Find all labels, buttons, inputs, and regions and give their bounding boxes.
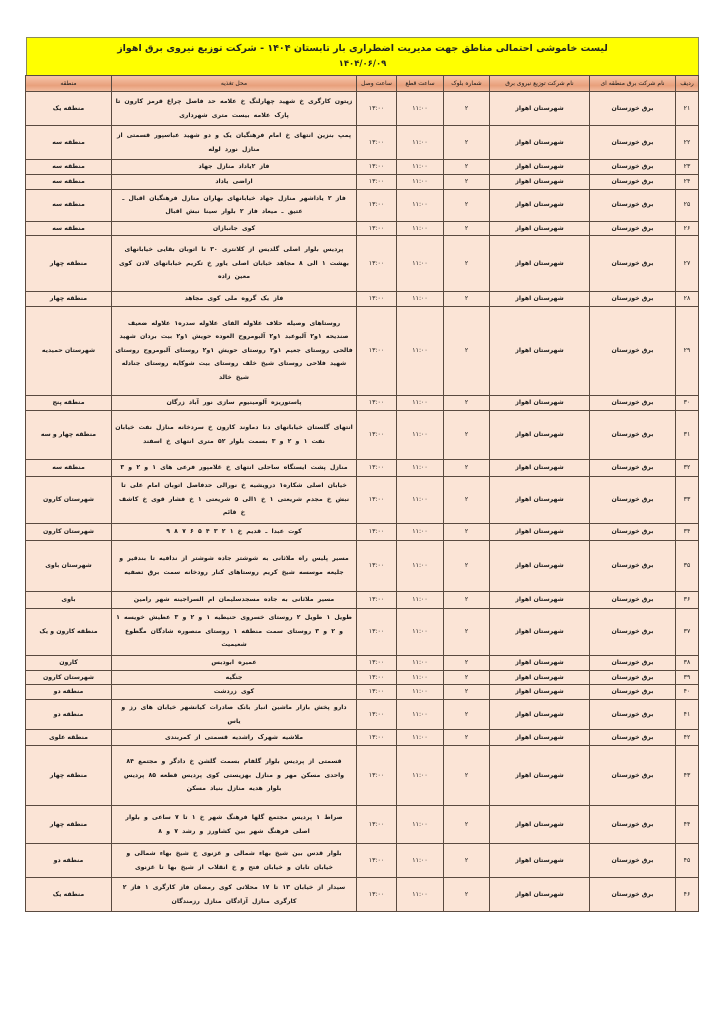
table-row (26, 806, 699, 844)
block-number-cell: ۲ (444, 410, 490, 459)
zone-cell: شهرستان کارون (26, 523, 112, 540)
header-location: محل تغذیه (112, 76, 357, 92)
table-row (26, 844, 699, 878)
regional-company-cell: برق خوزستان (590, 700, 676, 730)
zone-cell: منطقه سه (26, 126, 112, 160)
regional-company-cell: برق خوزستان (590, 160, 676, 175)
restore-time-cell: ۱۳:۰۰ (357, 221, 397, 236)
block-number-cell: ۲ (444, 878, 490, 912)
header-restore-time: ساعت وصل (357, 76, 397, 92)
block-number-cell: ۲ (444, 670, 490, 685)
zone-cell: منطقه چهار و سه (26, 410, 112, 459)
location-cell: فاز ۲ یاداشهر منازل جهاد خیابانهای بهاران منازل فرهنگیان اقبال ـ عتیق ـ میعاد فاز ۲ بلوار سینا نبش اقبال (112, 189, 357, 221)
location-cell: طویل ۱ طویل ۲ روستای خسروی حنیطیه ۱ و ۲ و ۳ عطیش خویسه ۱ و ۲ و ۳ روستای سمت منطقه ۱ روستای منصوره شادگان مگطوع شعیمیت (112, 608, 357, 655)
cut-time-cell: ۱۱:۰۰ (397, 410, 444, 459)
distribution-company-cell: شهرستان اهواز (490, 175, 590, 190)
row-number-cell: ۳۹ (676, 670, 699, 685)
zone-cell: منطقه دو (26, 844, 112, 878)
location-cell: دارو پخش بازار ماشین انبار بانک صادرات کیانشهر خیابان های رز و یاس (112, 700, 357, 730)
block-number-cell: ۲ (444, 221, 490, 236)
regional-company-cell: برق خوزستان (590, 730, 676, 746)
regional-company-cell: برق خوزستان (590, 236, 676, 292)
table-row (26, 395, 699, 410)
cut-time-cell: ۱۱:۰۰ (397, 685, 444, 700)
restore-time-cell: ۱۳:۰۰ (357, 746, 397, 806)
table-row (26, 540, 699, 591)
regional-company-cell: برق خوزستان (590, 189, 676, 221)
cut-time-cell: ۱۱:۰۰ (397, 126, 444, 160)
header-distribution-company: نام شرکت توزیع نیروی برق (490, 76, 590, 92)
regional-company-cell: برق خوزستان (590, 306, 676, 395)
cut-time-cell: ۱۱:۰۰ (397, 395, 444, 410)
restore-time-cell: ۱۳:۰۰ (357, 459, 397, 476)
cut-time-cell: ۱۱:۰۰ (397, 523, 444, 540)
regional-company-cell: برق خوزستان (590, 221, 676, 236)
row-number-cell: ۲۷ (676, 236, 699, 292)
regional-company-cell: برق خوزستان (590, 670, 676, 685)
zone-cell: منطقه یک (26, 92, 112, 126)
row-number-cell: ۴۲ (676, 730, 699, 746)
distribution-company-cell: شهرستان اهواز (490, 523, 590, 540)
header-row-number: ردیف (676, 76, 699, 92)
restore-time-cell: ۱۳:۰۰ (357, 730, 397, 746)
table-row (26, 523, 699, 540)
cut-time-cell: ۱۱:۰۰ (397, 806, 444, 844)
block-number-cell: ۲ (444, 655, 490, 670)
row-number-cell: ۲۸ (676, 292, 699, 307)
restore-time-cell: ۱۳:۰۰ (357, 844, 397, 878)
cut-time-cell: ۱۱:۰۰ (397, 540, 444, 591)
distribution-company-cell: شهرستان اهواز (490, 395, 590, 410)
block-number-cell: ۲ (444, 160, 490, 175)
restore-time-cell: ۱۳:۰۰ (357, 410, 397, 459)
distribution-company-cell: شهرستان اهواز (490, 306, 590, 395)
row-number-cell: ۲۱ (676, 92, 699, 126)
row-number-cell: ۳۵ (676, 540, 699, 591)
restore-time-cell: ۱۳:۰۰ (357, 540, 397, 591)
document-date: ۱۴۰۴/۰۶/۰۹ (338, 59, 387, 69)
zone-cell: شهرستان کارون (26, 476, 112, 523)
row-number-cell: ۲۳ (676, 160, 699, 175)
location-cell: صراط ۱ پردیس مجتمع گلها فرهنگ شهر خ ۱ تا ۷ ساعی و بلوار اصلی فرهنگ شهر بین کشاورز و رشد ۷ و ۸ (112, 806, 357, 844)
location-cell: بلوار قدس بین شیخ بهاء شمالی و غزنوی خ شیخ بهاء شمالی و خیابان تابان و خیابان فتح و خ انقلاب از شیخ بها تا غزنوی (112, 844, 357, 878)
distribution-company-cell: شهرستان اهواز (490, 608, 590, 655)
zone-cell: شهرستان حمیدیه (26, 306, 112, 395)
table-body (26, 92, 699, 912)
row-number-cell: ۴۴ (676, 806, 699, 844)
zone-cell: منطقه سه (26, 160, 112, 175)
regional-company-cell: برق خوزستان (590, 540, 676, 591)
distribution-company-cell: شهرستان اهواز (490, 410, 590, 459)
zone-cell: منطقه کارون و یک (26, 608, 112, 655)
table-row (26, 306, 699, 395)
distribution-company-cell: شهرستان اهواز (490, 540, 590, 591)
cut-time-cell: ۱۱:۰۰ (397, 655, 444, 670)
regional-company-cell: برق خوزستان (590, 608, 676, 655)
table-row (26, 160, 699, 175)
table-row (26, 236, 699, 292)
distribution-company-cell: شهرستان اهواز (490, 92, 590, 126)
location-cell: روستاهای وصیله حلاف علاوله الفای علاوله سدره۱ علاوله ضعیف صندیحه ۱و۲ آلبوعبد ۱و۲ آلبومروح العوده حویش ۱و۲ بیت بردان شهید فالحی روستای جعیم ۱و۲ روستای حویش ۱و۲ روستای آلبومروح روستای شهید فلاحی روستای شیخ خلف روستای بیت شوکایه روستای جنادله شیخ خالد (112, 306, 357, 395)
location-cell: خیابان اصلی شکاره۱ درویشیه خ نورالی حدفاصل اتوبان امام علی تا نبش خ مجدم شریعتی ۱ خ ۱الی ۵ شریعتی ۱ خ فشار قوی خ کاشف خ قائم (112, 476, 357, 523)
restore-time-cell: ۱۳:۰۰ (357, 655, 397, 670)
regional-company-cell: برق خوزستان (590, 844, 676, 878)
restore-time-cell: ۱۳:۰۰ (357, 523, 397, 540)
distribution-company-cell: شهرستان اهواز (490, 878, 590, 912)
block-number-cell: ۲ (444, 189, 490, 221)
block-number-cell: ۲ (444, 806, 490, 844)
row-number-cell: ۳۳ (676, 476, 699, 523)
table-row (26, 746, 699, 806)
distribution-company-cell: شهرستان اهواز (490, 189, 590, 221)
row-number-cell: ۲۶ (676, 221, 699, 236)
row-number-cell: ۳۰ (676, 395, 699, 410)
distribution-company-cell: شهرستان اهواز (490, 476, 590, 523)
table-row (26, 175, 699, 190)
regional-company-cell: برق خوزستان (590, 92, 676, 126)
row-number-cell: ۲۲ (676, 126, 699, 160)
restore-time-cell: ۱۳:۰۰ (357, 608, 397, 655)
regional-company-cell: برق خوزستان (590, 476, 676, 523)
block-number-cell: ۲ (444, 685, 490, 700)
cut-time-cell: ۱۱:۰۰ (397, 730, 444, 746)
cut-time-cell: ۱۱:۰۰ (397, 670, 444, 685)
restore-time-cell: ۱۳:۰۰ (357, 700, 397, 730)
block-number-cell: ۲ (444, 700, 490, 730)
regional-company-cell: برق خوزستان (590, 395, 676, 410)
restore-time-cell: ۱۳:۰۰ (357, 236, 397, 292)
cut-time-cell: ۱۱:۰۰ (397, 608, 444, 655)
block-number-cell: ۲ (444, 476, 490, 523)
row-number-cell: ۳۱ (676, 410, 699, 459)
distribution-company-cell: شهرستان اهواز (490, 670, 590, 685)
row-number-cell: ۲۴ (676, 175, 699, 190)
table-row (26, 591, 699, 608)
row-number-cell: ۴۳ (676, 746, 699, 806)
regional-company-cell: برق خوزستان (590, 126, 676, 160)
row-number-cell: ۴۵ (676, 844, 699, 878)
distribution-company-cell: شهرستان اهواز (490, 730, 590, 746)
restore-time-cell: ۱۳:۰۰ (357, 878, 397, 912)
cut-time-cell: ۱۱:۰۰ (397, 306, 444, 395)
outage-schedule-sheet (26, 37, 699, 912)
zone-cell: منطقه چهار (26, 292, 112, 307)
outage-table (25, 75, 699, 912)
row-number-cell: ۴۶ (676, 878, 699, 912)
block-number-cell: ۲ (444, 175, 490, 190)
table-row (26, 730, 699, 746)
distribution-company-cell: شهرستان اهواز (490, 591, 590, 608)
table-row (26, 655, 699, 670)
location-cell: کوت عبدا ـ قدیم خ ۱ ۲ ۳ ۴ ۵ ۶ ۷ ۸ ۹ (112, 523, 357, 540)
cut-time-cell: ۱۱:۰۰ (397, 476, 444, 523)
regional-company-cell: برق خوزستان (590, 878, 676, 912)
regional-company-cell: برق خوزستان (590, 591, 676, 608)
restore-time-cell: ۱۳:۰۰ (357, 126, 397, 160)
table-row (26, 410, 699, 459)
location-cell: سیدار از خیابان ۱۳ تا ۱۷ محلاتی کوی رمضان فاز کارگری ۱ فاز ۲ کارگری منازل آزادگان منازل رزمندگان (112, 878, 357, 912)
location-cell: اراضی یاداد (112, 175, 357, 190)
zone-cell: منطقه سه (26, 175, 112, 190)
location-cell: پردیس بلوار اصلی گلدیس از کلانتری ۳۰ تا اتوبان بقایی خیابانهای بهشت ۱ الی ۸ مجاهد خیابان اصلی یاور خ تکریم خیابانهای لادن کوی معین زاده (112, 236, 357, 292)
cut-time-cell: ۱۱:۰۰ (397, 189, 444, 221)
title-band (26, 37, 699, 75)
block-number-cell: ۲ (444, 844, 490, 878)
restore-time-cell: ۱۳:۰۰ (357, 395, 397, 410)
regional-company-cell: برق خوزستان (590, 459, 676, 476)
block-number-cell: ۲ (444, 608, 490, 655)
row-number-cell: ۴۱ (676, 700, 699, 730)
location-cell: ملاشیه شهرک راشدیه قسمتی از کمربندی (112, 730, 357, 746)
restore-time-cell: ۱۳:۰۰ (357, 189, 397, 221)
distribution-company-cell: شهرستان اهواز (490, 806, 590, 844)
location-cell: فاز یک گروه ملی کوی مجاهد (112, 292, 357, 307)
zone-cell: منطقه سه (26, 459, 112, 476)
location-cell: پمپ بنزین انتهای خ امام فرهنگیان یک و دو شهید عباسپور قسمتی از منازل نورد لوله (112, 126, 357, 160)
table-row (26, 670, 699, 685)
regional-company-cell: برق خوزستان (590, 175, 676, 190)
block-number-cell: ۲ (444, 591, 490, 608)
distribution-company-cell: شهرستان اهواز (490, 746, 590, 806)
distribution-company-cell: شهرستان اهواز (490, 221, 590, 236)
restore-time-cell: ۱۳:۰۰ (357, 476, 397, 523)
zone-cell: منطقه سه (26, 221, 112, 236)
zone-cell: منطقه علوی (26, 730, 112, 746)
block-number-cell: ۲ (444, 292, 490, 307)
row-number-cell: ۳۸ (676, 655, 699, 670)
restore-time-cell: ۱۳:۰۰ (357, 292, 397, 307)
header-zone: منطقه (26, 76, 112, 92)
restore-time-cell: ۱۳:۰۰ (357, 175, 397, 190)
distribution-company-cell: شهرستان اهواز (490, 655, 590, 670)
row-number-cell: ۳۷ (676, 608, 699, 655)
zone-cell: شهرستان باوی (26, 540, 112, 591)
table-row (26, 700, 699, 730)
row-number-cell: ۴۰ (676, 685, 699, 700)
distribution-company-cell: شهرستان اهواز (490, 236, 590, 292)
location-cell: کوی زردشت (112, 685, 357, 700)
cut-time-cell: ۱۱:۰۰ (397, 221, 444, 236)
block-number-cell: ۲ (444, 306, 490, 395)
block-number-cell: ۲ (444, 523, 490, 540)
regional-company-cell: برق خوزستان (590, 523, 676, 540)
zone-cell: منطقه چهار (26, 746, 112, 806)
cut-time-cell: ۱۱:۰۰ (397, 844, 444, 878)
cut-time-cell: ۱۱:۰۰ (397, 292, 444, 307)
cut-time-cell: ۱۱:۰۰ (397, 878, 444, 912)
restore-time-cell: ۱۳:۰۰ (357, 306, 397, 395)
row-number-cell: ۲۹ (676, 306, 699, 395)
cut-time-cell: ۱۱:۰۰ (397, 236, 444, 292)
distribution-company-cell: شهرستان اهواز (490, 459, 590, 476)
cut-time-cell: ۱۱:۰۰ (397, 459, 444, 476)
location-cell: عمیره ابودبس (112, 655, 357, 670)
location-cell: فاز ۲یاداد منازل جهاد (112, 160, 357, 175)
zone-cell: منطقه پنج (26, 395, 112, 410)
row-number-cell: ۲۵ (676, 189, 699, 221)
block-number-cell: ۲ (444, 746, 490, 806)
table-row (26, 459, 699, 476)
table-row (26, 685, 699, 700)
table-row (26, 189, 699, 221)
block-number-cell: ۲ (444, 92, 490, 126)
cut-time-cell: ۱۱:۰۰ (397, 175, 444, 190)
restore-time-cell: ۱۳:۰۰ (357, 92, 397, 126)
distribution-company-cell: شهرستان اهواز (490, 844, 590, 878)
zone-cell: منطقه یک (26, 878, 112, 912)
cut-time-cell: ۱۱:۰۰ (397, 746, 444, 806)
regional-company-cell: برق خوزستان (590, 746, 676, 806)
distribution-company-cell: شهرستان اهواز (490, 292, 590, 307)
location-cell: پاستوریزه آلومینیوم سازی نور آباد زرگان (112, 395, 357, 410)
regional-company-cell: برق خوزستان (590, 292, 676, 307)
cut-time-cell: ۱۱:۰۰ (397, 92, 444, 126)
row-number-cell: ۳۶ (676, 591, 699, 608)
restore-time-cell: ۱۳:۰۰ (357, 160, 397, 175)
location-cell: کوی جانبازان (112, 221, 357, 236)
table-row (26, 292, 699, 307)
zone-cell: باوی (26, 591, 112, 608)
location-cell: جنگیه (112, 670, 357, 685)
distribution-company-cell: شهرستان اهواز (490, 126, 590, 160)
row-number-cell: ۳۲ (676, 459, 699, 476)
regional-company-cell: برق خوزستان (590, 806, 676, 844)
restore-time-cell: ۱۳:۰۰ (357, 806, 397, 844)
zone-cell: منطقه دو (26, 700, 112, 730)
distribution-company-cell: شهرستان اهواز (490, 700, 590, 730)
location-cell: مسیر ملاثانی به جاده مسجدسلیمان ام السراجینه شهر رامین (112, 591, 357, 608)
location-cell: مسیر پلیس راه ملاثانی به شوشتر جاده شوشتر از ندافیه تا بندقیر و جلیعه موسسه شیخ کریم روستاهای کنار رودخانه سمت برق تصفیه (112, 540, 357, 591)
block-number-cell: ۲ (444, 236, 490, 292)
location-cell: منازل پشت ایستگاه ساحلی انتهای خ غلامپور فرعی های ۱ و ۲ و ۳ (112, 459, 357, 476)
block-number-cell: ۲ (444, 730, 490, 746)
table-row (26, 476, 699, 523)
distribution-company-cell: شهرستان اهواز (490, 685, 590, 700)
block-number-cell: ۲ (444, 540, 490, 591)
zone-cell: منطقه سه (26, 189, 112, 221)
zone-cell: منطقه چهار (26, 236, 112, 292)
cut-time-cell: ۱۱:۰۰ (397, 160, 444, 175)
distribution-company-cell: شهرستان اهواز (490, 160, 590, 175)
header-row (26, 76, 699, 92)
zone-cell: منطقه چهار (26, 806, 112, 844)
zone-cell: کارون (26, 655, 112, 670)
cut-time-cell: ۱۱:۰۰ (397, 700, 444, 730)
location-cell: انتهای گلستان خیابانهای دنا دماوند کارون خ سردخانه منازل نفت خیابان نفت ۱ و ۲ و ۳ بسمت بلوار ۵۲ متری انتهای خ اسفند (112, 410, 357, 459)
restore-time-cell: ۱۳:۰۰ (357, 670, 397, 685)
block-number-cell: ۲ (444, 395, 490, 410)
restore-time-cell: ۱۳:۰۰ (357, 685, 397, 700)
regional-company-cell: برق خوزستان (590, 410, 676, 459)
table-row (26, 126, 699, 160)
table-row (26, 221, 699, 236)
header-block-number: شماره بلوک (444, 76, 490, 92)
cut-time-cell: ۱۱:۰۰ (397, 591, 444, 608)
location-cell: قسمتی از پردیس بلوار گلفام بسمت گلشن خ دادگر و مجتمع ۸۴ واحدی مسکن مهر و منازل بهزیستی کوی پردیس قطعه ۸۵ پردیس بلوار هدیه منازل بنیاد مسکن (112, 746, 357, 806)
header-cut-time: ساعت قطع (397, 76, 444, 92)
location-cell: زیتون کارگری خ شهید چهارلنگ خ علامه حد فاصل چراغ قرمز کارون تا پارک علامه بیست متری شهرداری (112, 92, 357, 126)
document-title: لیست خاموشی احتمالی مناطق جهت مدیریت اضطراری بار تابستان ۱۴۰۴ - شرکت توزیع نیروی برق اهواز (117, 43, 608, 54)
regional-company-cell: برق خوزستان (590, 655, 676, 670)
zone-cell: شهرستان کارون (26, 670, 112, 685)
row-number-cell: ۳۴ (676, 523, 699, 540)
header-regional-company: نام شرکت برق منطقه ای (590, 76, 676, 92)
zone-cell: منطقه دو (26, 685, 112, 700)
table-row (26, 92, 699, 126)
table-row (26, 608, 699, 655)
regional-company-cell: برق خوزستان (590, 685, 676, 700)
block-number-cell: ۲ (444, 126, 490, 160)
table-row (26, 878, 699, 912)
restore-time-cell: ۱۳:۰۰ (357, 591, 397, 608)
block-number-cell: ۲ (444, 459, 490, 476)
